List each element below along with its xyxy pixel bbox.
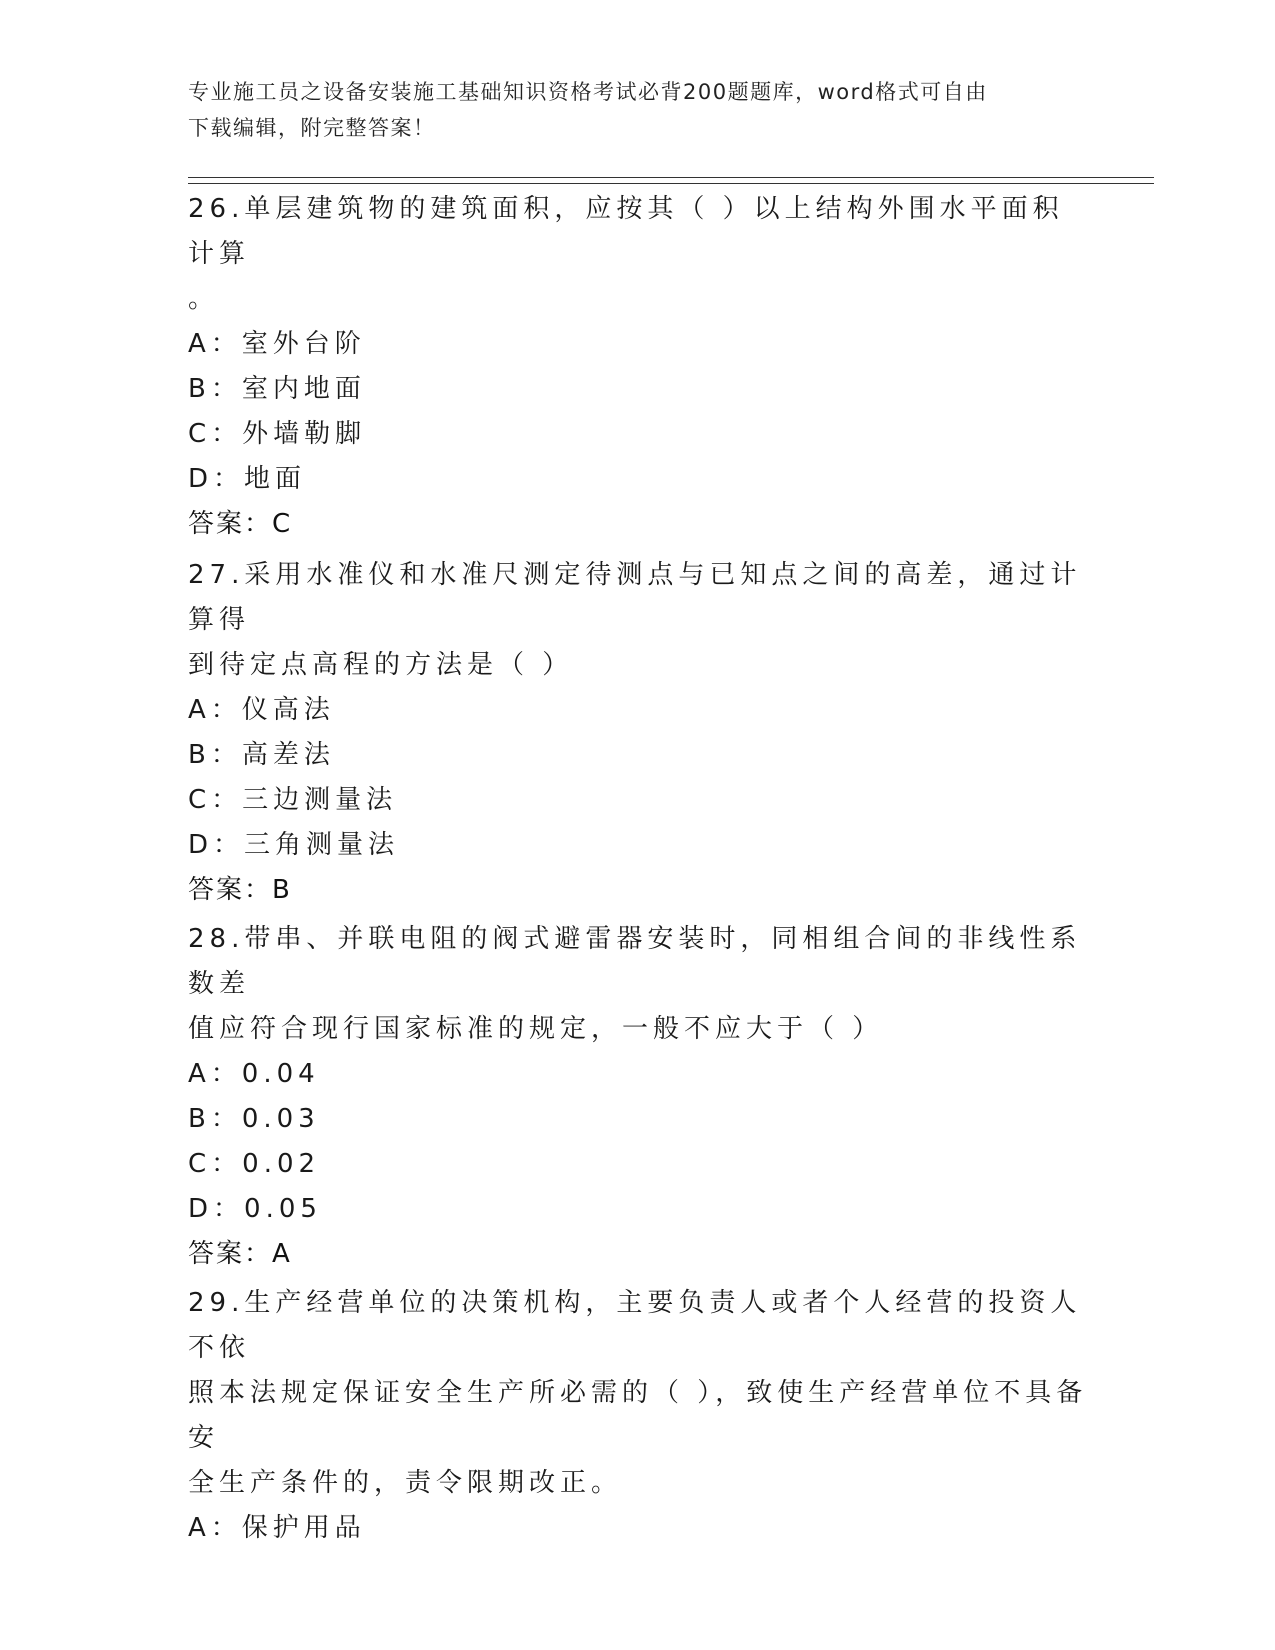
question-26: [188, 187, 1088, 547]
option-c: C：三边测量法: [188, 785, 398, 815]
question-stem-line: 值应符合现行国家标准的规定，一般不应大于（ ）: [188, 1014, 884, 1044]
option-d: D：三角测量法: [188, 830, 400, 860]
question-27: [188, 553, 1088, 913]
header-divider-top: [188, 177, 1154, 178]
option-c: C：外墙勒脚: [188, 419, 367, 449]
option-a: A：室外台阶: [188, 329, 366, 359]
answer-line: 答案：B: [188, 875, 292, 905]
option-b: B：高差法: [188, 740, 335, 770]
option-a: A：保护用品: [188, 1513, 366, 1543]
question-29: [188, 1281, 1088, 1551]
question-stem-line: 照本法规定保证安全生产所必需的（ ），致使生产经营单位不具备安: [188, 1378, 1088, 1453]
question-stem-line: 。: [188, 284, 220, 314]
question-28: [188, 917, 1088, 1277]
question-stem-line: 到待定点高程的方法是（ ）: [188, 650, 574, 680]
header-divider-bottom: [188, 183, 1154, 184]
document-header: [188, 74, 1068, 146]
question-stem-line: 28.带串、并联电阻的阀式避雷器安装时，同相组合间的非线性系数差: [188, 924, 1082, 999]
option-b: B：0.03: [188, 1104, 320, 1134]
header-line-1: 专业施工员之设备安装施工基础知识资格考试必背200题题库，word格式可自由: [188, 80, 988, 104]
header-line-2: 下载编辑，附完整答案！: [188, 116, 436, 140]
option-a: A：0.04: [188, 1059, 320, 1089]
option-c: C：0.02: [188, 1149, 321, 1179]
answer-line: 答案：C: [188, 509, 293, 539]
option-d: D：地面: [188, 464, 307, 494]
option-b: B：室内地面: [188, 374, 366, 404]
question-stem-line: 27.采用水准仪和水准尺测定待测点与已知点之间的高差，通过计算得: [188, 560, 1082, 635]
answer-line: 答案：A: [188, 1239, 292, 1269]
question-stem-line: 29.生产经营单位的决策机构，主要负责人或者个人经营的投资人不依: [188, 1288, 1082, 1363]
question-stem-line: 26.单层建筑物的建筑面积，应按其（ ）以上结构外围水平面积计算: [188, 194, 1064, 269]
option-a: A：仪高法: [188, 695, 335, 725]
option-d: D：0.05: [188, 1194, 322, 1224]
question-stem-line: 全生产条件的，责令限期改正。: [188, 1468, 623, 1498]
